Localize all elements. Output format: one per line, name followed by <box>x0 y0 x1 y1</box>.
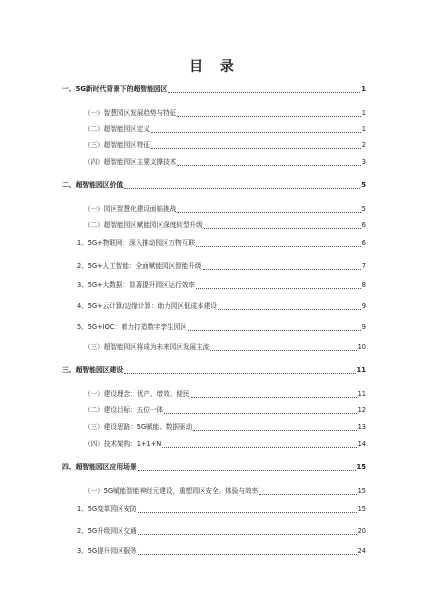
toc-entry-label: 一、5G新时代背景下的超智能园区 <box>62 85 168 93</box>
toc-entry-page: 1 <box>361 109 366 117</box>
toc-entry-label: （二）超智能园区定义 <box>84 125 150 133</box>
toc-entry-page: 8 <box>361 281 366 289</box>
dot-leader <box>196 288 361 289</box>
dot-leader <box>210 350 356 351</box>
toc-entry-label: 5、5G+IOC：着力打造数字孪生园区 <box>77 323 187 331</box>
dot-leader <box>138 512 357 513</box>
toc-entry-label: 3、5G+大数据：显著提升园区运行效率 <box>77 281 195 289</box>
toc-entry-page: 11 <box>356 366 366 374</box>
toc-entry-label: （一）建设理念：优产、增效、便民 <box>84 390 190 398</box>
toc-entry[interactable] <box>77 546 366 557</box>
toc-entry-label: （一）智慧园区发展趋势与特征 <box>84 109 177 117</box>
toc-entry-label: 4、5G+云计算/边缘计算：助力园区低成本建设 <box>77 302 217 310</box>
toc-entry-label: （二）超智能园区赋能园区深度转型升级 <box>84 221 203 229</box>
toc-entry-label: 1、5G变革园区安防 <box>77 505 137 513</box>
toc-entry[interactable] <box>84 486 366 497</box>
dot-leader <box>188 330 361 331</box>
toc-entry-page: 14 <box>357 440 366 448</box>
dot-leader <box>124 373 355 374</box>
toc-entry-label: 四、超智能园区应用场景 <box>62 463 137 471</box>
dot-leader <box>151 148 361 149</box>
dot-leader <box>138 554 357 555</box>
toc-entry-page: 3 <box>361 158 366 166</box>
toc-entry[interactable] <box>84 204 366 215</box>
toc-entry-label: 三、超智能园区建设 <box>62 366 124 374</box>
toc-entry-page: 9 <box>361 302 366 310</box>
dot-leader <box>124 188 360 189</box>
dot-leader <box>177 165 360 166</box>
toc-entry-page: 15 <box>357 505 366 513</box>
toc-entry[interactable] <box>84 124 366 135</box>
toc-entry[interactable] <box>84 140 366 151</box>
toc-entry[interactable] <box>77 238 366 249</box>
toc-entry[interactable] <box>62 365 366 376</box>
toc-entry-page: 7 <box>361 262 366 270</box>
dot-leader <box>164 413 356 414</box>
toc-entry-page: 2 <box>361 141 366 149</box>
toc-entry-page: 20 <box>357 527 366 535</box>
toc-entry-page: 5 <box>361 205 366 213</box>
page-title: 目 录 <box>189 59 240 75</box>
toc-entry[interactable] <box>62 180 366 191</box>
toc-entry[interactable] <box>62 462 366 473</box>
toc-entry-label: 2、5G+人工智能：全面赋能园区智能升级 <box>77 262 202 270</box>
toc-entry-page: 1 <box>361 125 366 133</box>
toc-entry-label: （三）超智能园区将成为未来园区发展主流 <box>84 343 210 351</box>
dot-leader <box>177 116 360 117</box>
toc-entry-label: （三）建设思路：5G赋能、数据驱动 <box>84 423 193 431</box>
toc-entry[interactable] <box>77 322 366 333</box>
toc-entry[interactable] <box>84 439 366 450</box>
dot-leader <box>168 92 360 93</box>
toc-entry-label: （二）建设目标：五位一体 <box>84 406 164 414</box>
dot-leader <box>191 397 357 398</box>
toc-entry-label: 二、超智能园区价值 <box>62 181 124 189</box>
dot-leader <box>218 309 361 310</box>
dot-leader <box>196 246 361 247</box>
toc-entry-page: 15 <box>357 487 366 495</box>
toc-entry[interactable] <box>84 220 366 231</box>
toc-entry[interactable] <box>77 301 366 312</box>
toc-entry-page: 9 <box>361 323 366 331</box>
dot-leader <box>162 447 356 448</box>
dot-leader <box>177 212 360 213</box>
toc-entry-page: 11 <box>357 390 366 398</box>
dot-leader <box>151 132 361 133</box>
dot-leader <box>138 470 356 471</box>
toc-entry-page: 12 <box>357 406 366 414</box>
toc-entry[interactable] <box>62 84 366 95</box>
dot-leader <box>204 228 361 229</box>
toc-entry-label: 1、5G+物联网：深入推动园区万物互联 <box>77 239 195 247</box>
toc-entry[interactable] <box>77 280 366 291</box>
toc-entry-label: （三）超智能园区特征 <box>84 141 150 149</box>
toc-entry-page: 5 <box>361 181 366 189</box>
toc-entry[interactable] <box>84 389 366 400</box>
toc-entry-label: 3、5G提升园区服务 <box>77 547 137 555</box>
toc-entry[interactable] <box>84 108 366 119</box>
toc-entry[interactable] <box>77 504 366 515</box>
toc-entry-page: 15 <box>356 463 366 471</box>
toc-entry[interactable] <box>84 157 366 168</box>
toc-entry[interactable] <box>84 405 366 416</box>
toc-entry-page: 6 <box>361 221 366 229</box>
toc-entry-page: 6 <box>361 239 366 247</box>
dot-leader <box>193 430 356 431</box>
toc-entry-label: 2、5G升级园区交通 <box>77 527 137 535</box>
toc-entry[interactable] <box>84 422 366 433</box>
toc-entry-page: 24 <box>357 547 366 555</box>
toc-entry-label: （一）5G赋能智能神经元建设，重塑园区安全、体验与效率 <box>84 487 259 495</box>
toc-entry[interactable] <box>77 526 366 537</box>
toc-entry-page: 13 <box>357 423 366 431</box>
toc-entry-page: 10 <box>357 343 366 351</box>
toc-entry-page: 1 <box>361 85 366 93</box>
dot-leader <box>259 494 356 495</box>
dot-leader <box>138 534 357 535</box>
toc-entry-label: （一）园区智慧化建设面临挑战 <box>84 205 177 213</box>
dot-leader <box>203 269 361 270</box>
toc-entry[interactable] <box>77 261 366 272</box>
toc-entry[interactable] <box>84 342 366 353</box>
toc-entry-label: （四）超智能园区主要支撑技术 <box>84 158 177 166</box>
toc-entry-label: （四）技术架构：1+1+N <box>84 440 162 448</box>
